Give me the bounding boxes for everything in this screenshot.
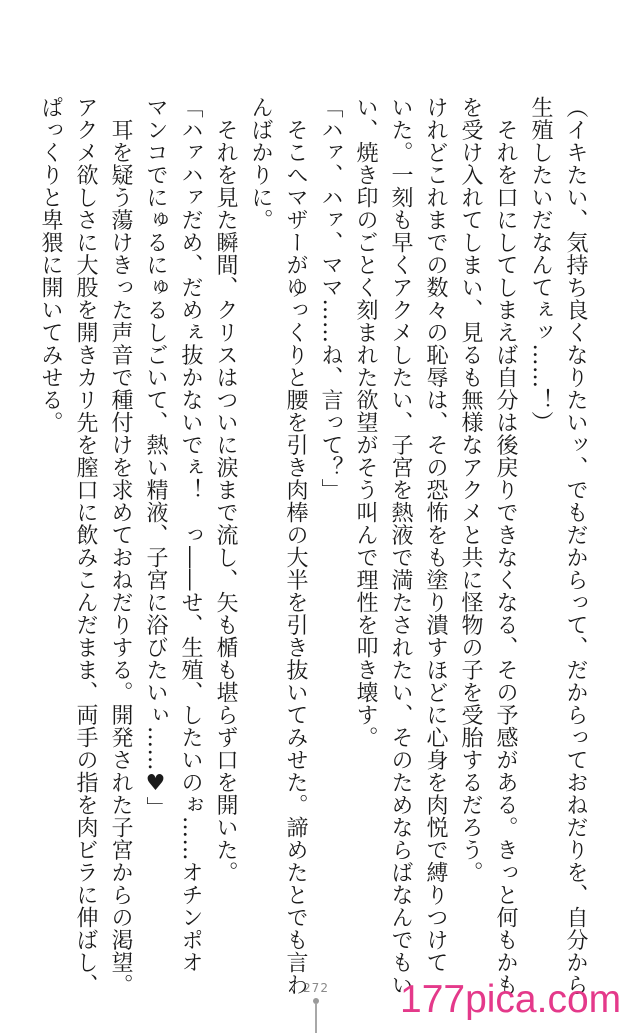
- text-line: アクメ欲しさに大股を開きカリ先を膣口に飲みこんだまま、両手の指を肉ビラに伸ばし、: [73, 96, 98, 996]
- text-line: けれどこれまでの数々の恥辱は、その恐怖をも塗り潰すほどに心身を肉悦で縛りつけて: [423, 96, 448, 974]
- page-number: 272: [303, 981, 329, 995]
- text-line: ぱっくりと卑猥に開いてみせる。: [38, 96, 63, 434]
- text-line: 「ハァ、ハァ、ママ……ね、言って？」: [318, 96, 343, 501]
- text-line: （イキたい、気持ち良くなりたいッ、でもだからって、だからっておねだりを、自分から: [563, 96, 588, 996]
- page-marker-line: [315, 1004, 317, 1033]
- text-line: それを口にしてしまえば自分は後戻りできなくなる、その予感がある。きっと何もかも: [493, 96, 518, 996]
- text-line: 耳を疑う蕩けきった声音で種付けを求めておねだりする。開発された子宮からの渇望。: [108, 96, 133, 996]
- text-line: 「ハァハァだめ、だめぇ抜かないでぇ！ っ――せ、生殖、したいのぉ……オチンポオ: [178, 96, 203, 974]
- text-line: んばかりに。: [248, 96, 273, 231]
- watermark: 177pica.com: [400, 978, 622, 1021]
- text-line: マンコでにゅるにゅるしごいて、熱い精液、子宮に浴びたいぃ……♥」: [143, 96, 168, 819]
- text-line: 生殖したいだなんてぇッ……！）: [528, 96, 553, 434]
- text-line: それを見た瞬間、クリスはついに涙まで流し、矢も楯も堪らず口を開いた。: [213, 96, 238, 884]
- text-line: いた。一刻も早くアクメしたい、子宮を熱液で満たされたい、そのためならばなんでもい: [388, 96, 413, 996]
- text-line: い、焼き印のごとく刻まれた欲望がそう叫んで理性を叩き壊す。: [353, 96, 378, 749]
- text-line: そこへマザーがゆっくりと腰を引き肉棒の大半を引き抜いてみせた。諦めたとでも言わ: [283, 96, 308, 996]
- text-line: を受け入れてしまい、見るも無様なアクメと共に怪物の子を受胎するだろう。: [458, 96, 483, 884]
